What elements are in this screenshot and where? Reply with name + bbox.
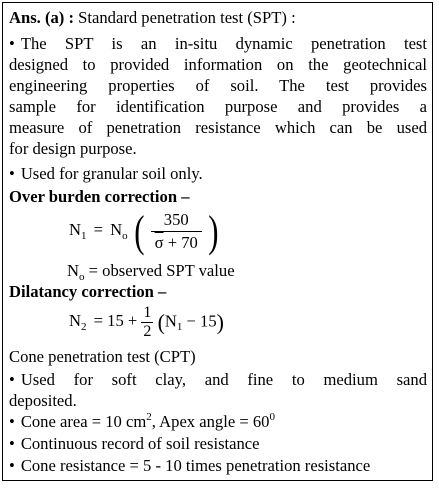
bullet: •	[9, 370, 15, 389]
formula-factor: $N_o$	[110, 220, 128, 243]
cpt-line-1	[9, 369, 427, 391]
paren-n: N	[164, 311, 177, 331]
granular-note-text: Used for granular soil only.	[20, 164, 203, 183]
spt-intro-line-1	[9, 33, 427, 55]
right-paren: )	[208, 206, 219, 256]
bullet: •	[9, 34, 15, 53]
answer-label: Ans. (a) :	[9, 8, 74, 27]
formula-rhs-start: = 15 +	[93, 311, 138, 331]
fraction-numerator: 1	[143, 304, 152, 321]
formula-lhs: $N_1$	[69, 220, 87, 243]
spt-intro-line-6: for design purpose.	[9, 139, 137, 158]
spt-intro-text: The SPT is an in-situ dynamic penetration test	[20, 34, 427, 53]
answer-title: Standard penetration test (SPT) :	[78, 8, 296, 27]
cpt-line-1-text: Used for soft clay, and fine to medium sand	[20, 370, 427, 389]
bullet: •	[9, 412, 15, 431]
paren-n-sub: 1	[176, 321, 183, 334]
overburden-note: $N_o$ = observed SPT value	[67, 261, 235, 283]
spt-intro-line-3: engineering properties of soil. The test provides	[9, 76, 427, 95]
cpt-item-continuous-record: • Continuous record of soil resistance	[9, 434, 260, 453]
cpt-line-2: deposited.	[9, 391, 77, 410]
overburden-title: Over burden correction –	[9, 187, 190, 206]
dilatancy-title: Dilatancy correction –	[9, 282, 167, 301]
left-paren: (	[157, 309, 165, 335]
spt-intro-line-2: designed to provided information on the geotechnical	[9, 55, 427, 74]
right-paren: )	[216, 309, 224, 335]
bullet: •	[9, 434, 15, 453]
granular-note	[9, 163, 203, 185]
overburden-formula	[69, 206, 221, 256]
spt-intro-line-5: measure of penetration resistance which can be used	[9, 118, 427, 137]
bullet: •	[9, 456, 15, 475]
fraction-denominator: 2	[143, 323, 152, 340]
formula-lhs: $N_2$	[69, 311, 87, 334]
paren-rest: − 15	[186, 311, 217, 331]
overburden-fraction	[151, 209, 202, 254]
cpt-title: Cone penetration test (CPT)	[9, 347, 196, 366]
cpt-item-cone-resistance: • Cone resistance = 5 - 10 times penetration resistance	[9, 456, 371, 475]
spt-intro-line-4: sample for identification purpose and provides a	[9, 97, 427, 116]
answer-heading	[9, 7, 296, 29]
fraction-denominator: $\overline{\sigma} + 70$	[154, 233, 198, 252]
cpt-item-cone-area: • Cone area = 10 $cm^2$, Apex angle = $60^0$	[9, 411, 275, 431]
left-paren: (	[133, 206, 145, 256]
bullet: •	[9, 164, 15, 183]
fraction-numerator: 350	[151, 209, 202, 232]
answer-card	[2, 2, 433, 481]
equals-sign: =	[93, 220, 103, 240]
dilatancy-formula	[69, 304, 224, 341]
half-fraction	[141, 304, 153, 341]
